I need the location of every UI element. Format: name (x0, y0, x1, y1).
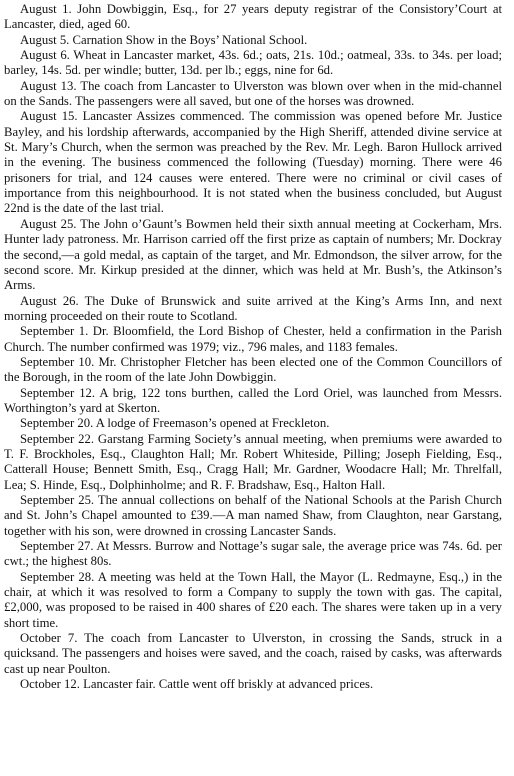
entry-aug-26: August 26. The Duke of Brunswick and suite arrived at the King’s Arms Inn, and next morning proceeded on their route to Scotland. (4, 293, 502, 323)
entry-sep-25: September 25. The annual collections on behalf of the National Schools at the Parish Church and St. John’s Chapel amounted to £39.—A man named Shaw, from Claughton, near Garstang, together with his son, were drowned in crossing Lancaster Sands. (4, 493, 502, 538)
entry-aug-13: August 13. The coach from Lancaster to Ulverston was blown over when in the mid-channel on the Sands. The passengers were all saved, but one of the horses was drowned. (4, 78, 502, 109)
entry-sep-28: September 28. A meeting was held at the Town Hall, the Mayor (L. Redmayne, Esq.,) in the chair, at which it was resolved to form a Company to supply the town with gas. The capital, £2,000, was proposed to be raised in 400 shares of £20 each. The shares were taken up in a very short time. (4, 569, 502, 630)
entry-aug-25: August 25. The John o’Gaunt’s Bowmen held their sixth annual meeting at Cockerham, Mrs. Hunter lady patroness. Mr. Harrison carried off the first prize as captain of numbers; Mr. Dockray the second,—a gold medal, as captain of the target, and Mr. Edmondson, the silver arrow, for the second score. Mr. Kirkup presided at the dinner, which was held at Mr. Bush’s, the Atkinson’s Arms. (4, 216, 502, 293)
entry-sep-20: September 20. A lodge of Freemason’s opened at Freckleton. (20, 416, 330, 431)
entry-aug-5: August 5. Carnation Show in the Boys’ National School. (20, 32, 308, 47)
entry-sep-27: September 27. At Messrs. Burrow and Nottage’s sugar sale, the average price was 74s. 6d. per cwt.; the highest 80s. (4, 539, 502, 569)
entry-sep-10: September 10. Mr. Christopher Fletcher has been elected one of the Common Councillors of the Borough, in the room of the late John Dowbiggin. (4, 354, 502, 385)
entry-aug-6: August 6. Wheat in Lancaster market, 43s. 6d.; oats, 21s. 10d.; oatmeal, 33s. to 34s. per load; barley, 14s. 5d. per windle; butter, 13d. per lb.; eggs, nine for 6d. (4, 48, 502, 78)
entry-aug-1: August 1. John Dowbiggin, Esq., for 27 years deputy registrar of the Consistory’Court at Lancaster, died, aged 60. (4, 2, 502, 32)
entry-aug-15: August 15. Lancaster Assizes commenced. The commission was opened before Mr. Justice Bayley, and his lordship afterwards, accompanied by the High Sheriff, attended divine service at St. Mary’s Church, when the sermon was preached by the Rev. Mr. Legh. Baron Hullock arrived in the evening. The business commenced the following (Tuesday) morning. There were 46 prisoners for trial, and 124 causes were entered. There were no criminal or civil cases of importance from this neighbourhood. It is not stated when the business concluded, but August 22nd is the date of the last trial. (4, 109, 502, 216)
entry-sep-1: September 1. Dr. Bloomfield, the Lord Bishop of Chester, held a confirmation in the Parish Church. The number confirmed was 1979; viz., 796 males, and 1183 females. (4, 324, 502, 354)
entry-oct-7: October 7. The coach from Lancaster to Ulverston, in crossing the Sands, struck in a quicksand. The passengers and hoises were saved, and the coach, raised by casks, was afterwards cast up near Poulton. (4, 631, 502, 676)
entry-sep-22: September 22. Garstang Farming Society’s annual meeting, when premiums were awarded to T. F. Brockholes, Esq., Claughton Hall; Mr. Robert Whiteside, Pilling; Joseph Fielding, Esq., Catterall House; Bennett Smith, Esq., Cragg Hall; Mr. Gardner, Woodacre Hall; Mr. Threlfall, Lea; S. Hinde, Esq., Dolphinholme; and R. F. Bradshaw, Esq., Halton Hall. (4, 431, 502, 492)
entry-oct-12: October 12. Lancaster fair. Cattle went off briskly at advanced prices. (20, 677, 374, 692)
entry-sep-12: September 12. A brig, 122 tons burthen, called the Lord Oriel, was launched from Messrs. Worthington’s yard at Skerton. (4, 385, 502, 415)
